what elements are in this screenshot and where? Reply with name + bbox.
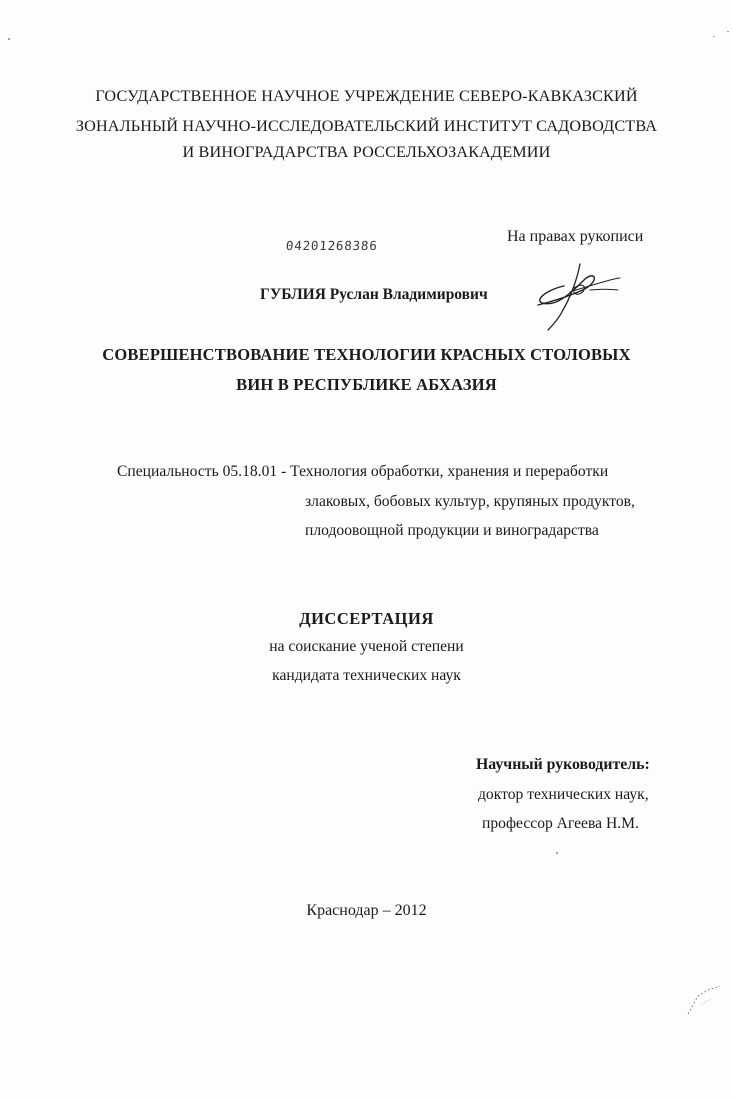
title-line-1: СОВЕРШЕНСТВОВАНИЕ ТЕХНОЛОГИИ КРАСНЫХ СТОЛОВЫХ	[102, 345, 631, 364]
scan-speck	[8, 38, 10, 40]
institution-line-3: И ВИНОГРАДАРСТВА РОССЕЛЬХОЗАКАДЕМИИ	[182, 143, 551, 161]
document-type-line-2: кандидата технических наук	[272, 667, 461, 684]
place-year: Краснодар – 2012	[306, 902, 427, 919]
scan-corner-mark	[684, 976, 724, 1016]
supervisor-name: профессор Агеева Н.М.	[482, 815, 639, 832]
registration-number: 04201268386	[285, 238, 379, 253]
supervisor-heading: Научный руководитель:	[476, 756, 650, 773]
institution-line-2: ЗОНАЛЬНЫЙ НАУЧНО-ИССЛЕДОВАТЕЛЬСКИЙ ИНСТИТУТ САДОВОДСТВА	[75, 117, 658, 135]
supervisor-degree: доктор технических наук,	[478, 786, 649, 803]
document-type-line-1: на соискание ученой степени	[269, 638, 464, 655]
scan-speck	[727, 31, 729, 32]
author-name: ГУБЛИЯ Руслан Владимирович	[260, 286, 488, 303]
specialty-line-2: злаковых, бобовых культур, крупяных продуктов,	[305, 493, 635, 510]
scan-speck	[713, 36, 715, 37]
specialty-line-1: Специальность 05.18.01 - Технология обработки, хранения и переработки	[117, 463, 609, 480]
rights-notice: На правах рукописи	[507, 228, 644, 245]
title-line-2: ВИН В РЕСПУБЛИКЕ АБХАЗИЯ	[236, 375, 497, 394]
signature	[530, 258, 625, 333]
specialty-line-3: плодоовощной продукции и виноградарства	[305, 522, 599, 539]
scan-speck	[556, 852, 558, 854]
document-type-heading: ДИССЕРТАЦИЯ	[299, 609, 434, 628]
institution-line-1: ГОСУДАРСТВЕННОЕ НАУЧНОЕ УЧРЕЖДЕНИЕ СЕВЕРО-КАВКАЗСКИЙ	[95, 87, 638, 105]
